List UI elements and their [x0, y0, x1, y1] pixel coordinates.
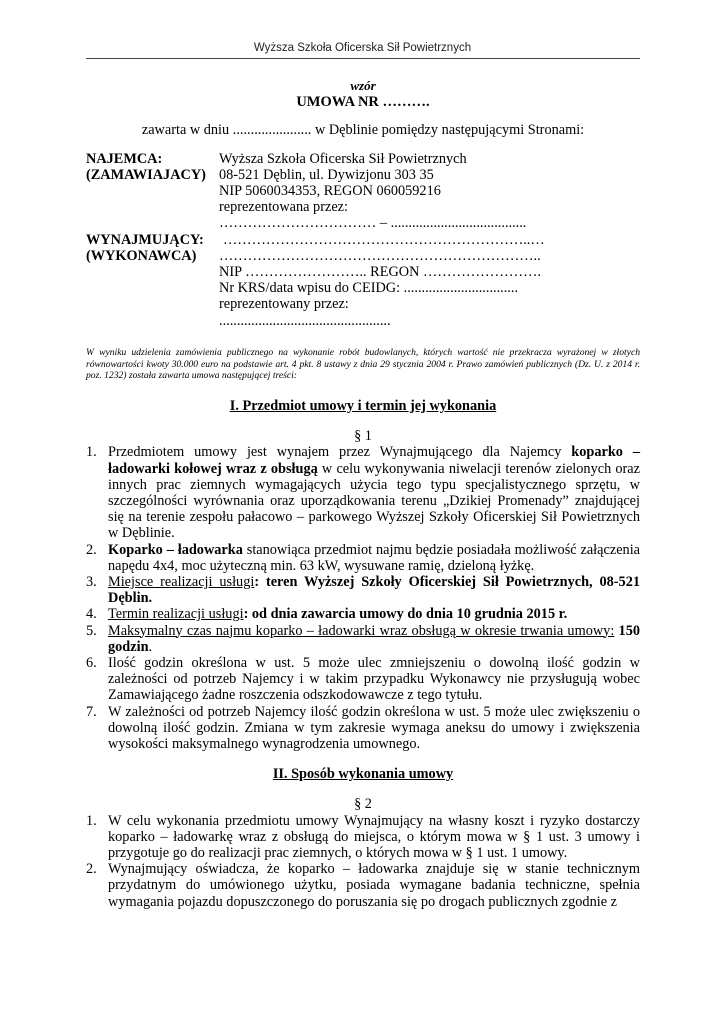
contractor-label-alt: (WYKONAWCA) — [86, 247, 197, 264]
document-body — [86, 78, 640, 910]
contractor-krs: Nr KRS/data wpisu do CEIDG: ................................ — [219, 280, 519, 297]
contractor-represented-by: reprezentowany przez: — [219, 296, 349, 313]
contractor-nip-regon: NIP …………………….. REGON ……………………. — [219, 264, 541, 281]
list-item: 2. Koparko – ładowarka stanowiąca przedmiot najmu będzie posiadała możliwość załączenia napędu 4x4, moc użyteczną min. 63 kW, wysuwane ramię, dzieloną łyżkę. — [86, 541, 641, 574]
document-title: UMOWA NR ………. — [296, 94, 430, 111]
contractor-name-blank: ………………………………………………………..… — [223, 231, 545, 248]
header-rule — [86, 58, 640, 59]
section-1-paragraph-sign: § 1 — [354, 428, 372, 445]
document-subtitle: wzór — [350, 78, 376, 93]
contractor-representative-blank: ................................................ — [219, 312, 391, 329]
contractor-address-blank: ………………………………………………………….. — [219, 247, 541, 264]
list-item: 4. Termin realizacji usługi: od dnia zawarcia umowy do dnia 10 grudnia 2015 r. — [86, 606, 568, 623]
running-header: Wyższa Szkoła Oficerska Sił Powietrznych — [253, 42, 472, 54]
client-label: NAJEMCA: — [86, 150, 163, 167]
client-representative-blank: …………………………… – ...................................... — [219, 215, 527, 232]
contractor-party — [86, 232, 640, 329]
list-item: 2. Wynajmujący oświadcza, że koparko – ładowarka znajduje się w stanie technicznym przydatnym do umówionego użytku, posiada wymagane badania techniczne, spełnia wymagania pojazdu dopuszczonego do poruszania się po drogach publicznych zgodnie z — [86, 861, 640, 910]
client-party — [86, 151, 640, 232]
client-represented-by: reprezentowana przez: — [219, 199, 348, 216]
client-label-alt: (ZAMAWIAJACY) — [86, 166, 206, 183]
client-address: 08-521 Dęblin, ul. Dywizjonu 303 35 — [219, 166, 434, 183]
section-1-list — [86, 444, 640, 752]
section-2-list — [86, 813, 640, 910]
section-2-title: II. Sposób wykonania umowy — [272, 766, 454, 783]
section-2-paragraph-sign: § 2 — [354, 796, 372, 813]
client-nip-regon: NIP 5060034353, REGON 060059216 — [219, 183, 441, 200]
contract-intro: zawarta w dniu ...................... w Dęblinie pomiędzy następującymi Stronami: — [141, 122, 585, 139]
list-item: 1. Przedmiotem umowy jest wynajem przez Wynajmującego dla Najemcy koparko – ładowarki kołowej wraz z obsługą w celu wykonywania niwelacji terenów zielonych oraz innych prac ziemnych wymagających użycia tego typu specjalistycznego sprzętu, w szczególności wyrównania oraz uporządkowania terenu „Dzikiej Promenady” znajdującej się na terenie zespołu pałacowo – parkowego Wyższej Szkoły Oficerskiej Sił Powietrznych w Dęblinie. — [86, 444, 640, 542]
section-1-title: I. Przedmiot umowy i termin jej wykonania — [229, 397, 497, 414]
list-item: 7. W zależności od potrzeb Najemcy ilość godzin określona w ust. 5 może ulec zwiększeniu o dowolną ilość godzin. Zmiana w tym zakresie wymaga aneksu do umowy i zwiększenia wysokości maksymalnego wynagrodzenia umownego. — [86, 703, 640, 753]
contractor-label: WYNAJMUJĄCY: — [86, 231, 204, 248]
client-name: Wyższa Szkoła Oficerska Sił Powietrznych — [219, 150, 467, 167]
list-item: 1. W celu wykonania przedmiotu umowy Wynajmujący na własny koszt i ryzyko dostarczy koparko – ładowarkę wraz z obsługą do miejsca, o którym mowa w § 1 ust. 3 umowy i przygotuje go do realizacji prac ziemnych, o których mowa w § 1 ust. 1 umowy. — [86, 812, 640, 862]
list-item: 6. Ilość godzin określona w ust. 5 może ulec zmniejszeniu o dowolną ilość godzin w zależności od potrzeb Najemcy i w takim przypadku Wykonawcy nie przysługują wobec Zamawiającego żadne roszczenia odszkodowawcze z tego tytułu. — [86, 655, 640, 704]
list-item: 5. Maksymalny czas najmu koparko – ładowarki wraz obsługą w okresie trwania umowy: 150 godzin. — [86, 622, 640, 655]
legal-preamble: W wyniku udzielenia zamówienia publicznego na wykonanie robót budowlanych, których wartość nie przekracza wyrażonej w złotych równowartości kwoty 30.000 euro na podstawie art. 4 pkt. 8 ustawy z dnia 29 stycznia 2004 r. Prawo zamówień publicznych (Dz. U. z 2014 r. poz. 1232) została zawarta umowa następującej treści: — [86, 346, 640, 382]
list-item: 3. Miejsce realizacji usługi: teren Wyższej Szkoły Oficerskiej Sił Powietrznych, 08-521 Dęblin. — [86, 573, 640, 607]
